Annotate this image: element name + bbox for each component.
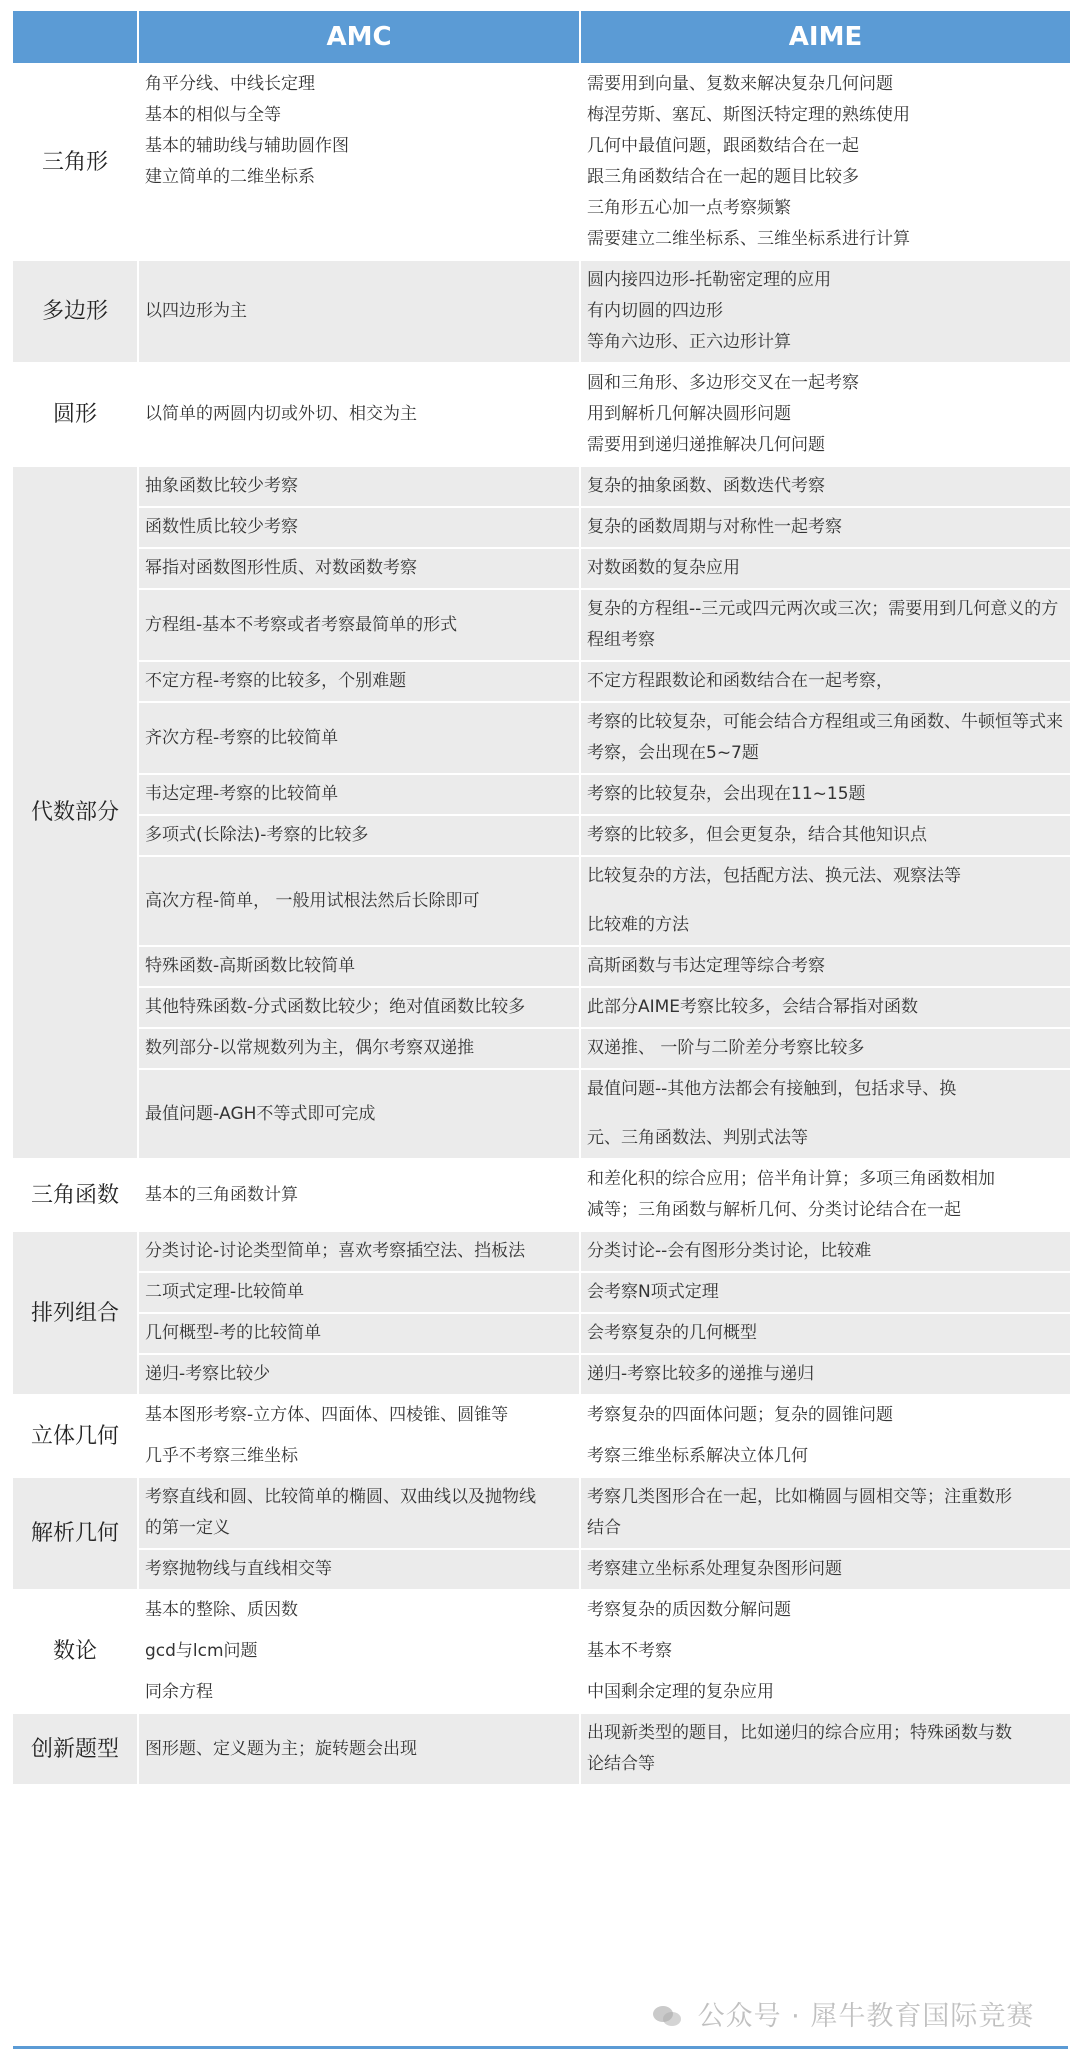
section-algebra — [13, 467, 1070, 1158]
section-title: 立体几何 — [13, 1396, 137, 1476]
section-innovative — [13, 1714, 1070, 1784]
aime-cell: 不定方程跟数论和函数结合在一起考察， — [581, 662, 1070, 701]
amc-cell: 分类讨论-讨论类型简单；喜欢考察插空法、挡板法 — [139, 1232, 579, 1271]
amc-cell: 以四边形为主 — [139, 261, 579, 362]
aime-cell — [581, 364, 1070, 465]
amc-cell: 抽象函数比较少考察 — [139, 467, 579, 506]
aime-item: 三角形五心加一点考察频繁 — [587, 198, 791, 218]
table-row — [13, 1029, 1070, 1068]
amc-cell: 考察直线和圆、比较简单的椭圆、双曲线以及抛物线的第一定义 — [139, 1478, 579, 1548]
amc-cell: 特殊函数-高斯函数比较简单 — [139, 947, 579, 986]
table-row — [13, 1632, 1070, 1671]
table-row — [13, 364, 1070, 465]
aime-cell: 分类讨论--会有图形分类讨论，比较难 — [581, 1232, 1070, 1271]
aime-cell: 会考察复杂的几何概型 — [581, 1314, 1070, 1353]
amc-item: 基本的相似与全等 — [145, 105, 281, 125]
aime-item: 需要建立二维坐标系、三维坐标系进行计算 — [587, 229, 910, 249]
aime-cell: 高斯函数与韦达定理等综合考察 — [581, 947, 1070, 986]
aime-item: 用到解析几何解决圆形问题 — [587, 404, 791, 424]
amc-cell: 其他特殊函数-分式函数比较少；绝对值函数比较多 — [139, 988, 579, 1027]
section-title: 三角函数 — [13, 1160, 137, 1230]
bottom-rule — [13, 2046, 1068, 2049]
amc-cell: 幂指对函数图形性质、对数函数考察 — [139, 549, 579, 588]
table-row — [13, 1478, 1070, 1548]
line-gap — [587, 1105, 1064, 1123]
section-title: 数论 — [13, 1591, 137, 1712]
amc-item: 建立简单的二维坐标系 — [145, 167, 315, 187]
aime-cell: 考察复杂的四面体问题；复杂的圆锥问题 — [581, 1396, 1070, 1435]
aime-cell — [581, 857, 1070, 945]
table-row — [13, 549, 1070, 588]
section-title: 解析几何 — [13, 1478, 137, 1589]
aime-cell: 和差化积的综合应用；倍半角计算；多项三角函数相加减等；三角函数与解析几何、分类讨论结合在一起 — [581, 1160, 1070, 1230]
header-row — [13, 11, 1070, 63]
amc-cell: 韦达定理-考察的比较简单 — [139, 775, 579, 814]
section-polygon — [13, 261, 1070, 362]
table-row — [13, 1232, 1070, 1271]
amc-cell: 图形题、定义题为主；旋转题会出现 — [139, 1714, 579, 1784]
table-row — [13, 1355, 1070, 1394]
section-combinatorics — [13, 1232, 1070, 1394]
aime-cell: 考察建立坐标系处理复杂图形问题 — [581, 1550, 1070, 1589]
table-row — [13, 1160, 1070, 1230]
aime-cell: 考察三维坐标系解决立体几何 — [581, 1437, 1070, 1476]
table-row — [13, 947, 1070, 986]
aime-item: 跟三角函数结合在一起的题目比较多 — [587, 167, 859, 187]
table-row — [13, 1314, 1070, 1353]
aime-cell: 递归-考察比较多的递推与递归 — [581, 1355, 1070, 1394]
section-triangle — [13, 65, 1070, 259]
aime-cell: 复杂的方程组--三元或四元两次或三次；需要用到几何意义的方程组考察 — [581, 590, 1070, 660]
table-row — [13, 65, 1070, 259]
aime-cell: 会考察N项式定理 — [581, 1273, 1070, 1312]
table-row — [13, 1070, 1070, 1158]
amc-cell: 方程组-基本不考察或者考察最简单的形式 — [139, 590, 579, 660]
aime-cell: 对数函数的复杂应用 — [581, 549, 1070, 588]
section-title: 创新题型 — [13, 1714, 137, 1784]
watermark-text: 公众号 · 犀牛教育国际竞赛 — [697, 2001, 1035, 2032]
table-row — [13, 703, 1070, 773]
section-number-theory — [13, 1591, 1070, 1712]
table-row — [13, 816, 1070, 855]
aime-cell: 中国剩余定理的复杂应用 — [581, 1673, 1070, 1712]
amc-cell: 考察抛物线与直线相交等 — [139, 1550, 579, 1589]
table-row — [13, 1591, 1070, 1630]
amc-cell: 同余方程 — [139, 1673, 579, 1712]
amc-cell: 递归-考察比较少 — [139, 1355, 579, 1394]
table-row — [13, 261, 1070, 362]
aime-item: 梅涅劳斯、塞瓦、斯图沃特定理的熟练使用 — [587, 105, 910, 125]
aime-item: 元、三角函数法、判别式法等 — [587, 1128, 808, 1148]
line-gap — [587, 892, 1064, 910]
header-aime: AIME — [581, 11, 1070, 63]
aime-item: 需要用到向量、复数来解决复杂几何问题 — [587, 74, 893, 94]
amc-cell: 几乎不考察三维坐标 — [139, 1437, 579, 1476]
aime-cell — [581, 65, 1070, 259]
aime-item: 需要用到递归递推解决几何问题 — [587, 435, 825, 455]
aime-item: 有内切圆的四边形 — [587, 301, 723, 321]
section-trig — [13, 1160, 1070, 1230]
aime-cell: 复杂的抽象函数、函数迭代考察 — [581, 467, 1070, 506]
aime-cell: 考察的比较复杂，会出现在11~15题 — [581, 775, 1070, 814]
section-title: 三角形 — [13, 65, 137, 259]
amc-cell: 几何概型-考的比较简单 — [139, 1314, 579, 1353]
section-title: 代数部分 — [13, 467, 137, 1158]
aime-item: 几何中最值问题，跟函数结合在一起 — [587, 136, 859, 156]
table-row — [13, 1396, 1070, 1435]
aime-cell: 出现新类型的题目，比如递归的综合应用；特殊函数与数论结合等 — [581, 1714, 1070, 1784]
section-title: 排列组合 — [13, 1232, 137, 1394]
header-amc: AMC — [139, 11, 579, 63]
table-row — [13, 1673, 1070, 1712]
section-title: 圆形 — [13, 364, 137, 465]
aime-cell: 基本不考察 — [581, 1632, 1070, 1671]
amc-cell: 函数性质比较少考察 — [139, 508, 579, 547]
table-row — [13, 1550, 1070, 1589]
amc-cell: 齐次方程-考察的比较简单 — [139, 703, 579, 773]
aime-cell: 考察的比较复杂，可能会结合方程组或三角函数、牛顿恒等式来考察，会出现在5~7题 — [581, 703, 1070, 773]
aime-item: 比较复杂的方法，包括配方法、换元法、观察法等 — [587, 866, 961, 886]
aime-cell: 考察几类图形合在一起，比如椭圆与圆相交等；注重数形结合 — [581, 1478, 1070, 1548]
amc-cell: gcd与lcm问题 — [139, 1632, 579, 1671]
table-row — [13, 1437, 1070, 1476]
section-title: 多边形 — [13, 261, 137, 362]
aime-item: 最值问题--其他方法都会有接触到，包括求导、换 — [587, 1079, 957, 1099]
section-solid-geometry — [13, 1396, 1070, 1476]
aime-cell: 考察的比较多，但会更复杂，结合其他知识点 — [581, 816, 1070, 855]
table-row — [13, 508, 1070, 547]
amc-cell: 基本图形考察-立方体、四面体、四棱锥、圆锥等 — [139, 1396, 579, 1435]
table-row — [13, 590, 1070, 660]
table-row — [13, 988, 1070, 1027]
table-row — [13, 857, 1070, 945]
amc-cell: 二项式定理-比较简单 — [139, 1273, 579, 1312]
aime-cell — [581, 261, 1070, 362]
aime-cell: 复杂的函数周期与对称性一起考察 — [581, 508, 1070, 547]
header-blank — [13, 11, 137, 63]
watermark — [652, 1994, 1034, 2033]
amc-item: 基本的辅助线与辅助圆作图 — [145, 136, 349, 156]
table-row — [13, 1714, 1070, 1784]
aime-cell: 考察复杂的质因数分解问题 — [581, 1591, 1070, 1630]
section-analytic-geometry — [13, 1478, 1070, 1589]
table-row — [13, 467, 1070, 506]
aime-cell — [581, 1070, 1070, 1158]
amc-cell: 最值问题-AGH不等式即可完成 — [139, 1070, 579, 1158]
table-row — [13, 662, 1070, 701]
table-row — [13, 1273, 1070, 1312]
aime-item: 圆和三角形、多边形交叉在一起考察 — [587, 373, 859, 393]
amc-cell: 高次方程-简单， 一般用试根法然后长除即可 — [139, 857, 579, 945]
wechat-icon — [652, 2005, 682, 2027]
aime-item: 比较难的方法 — [587, 915, 689, 935]
amc-cell: 不定方程-考察的比较多，个别难题 — [139, 662, 579, 701]
comparison-table — [11, 9, 1072, 1786]
amc-cell: 基本的整除、质因数 — [139, 1591, 579, 1630]
section-circle — [13, 364, 1070, 465]
aime-item: 圆内接四边形-托勒密定理的应用 — [587, 270, 832, 290]
amc-cell: 数列部分-以常规数列为主，偶尔考察双递推 — [139, 1029, 579, 1068]
amc-item: 角平分线、中线长定理 — [145, 74, 315, 94]
amc-cell: 多项式(长除法)-考察的比较多 — [139, 816, 579, 855]
table-row — [13, 775, 1070, 814]
aime-item: 等角六边形、正六边形计算 — [587, 332, 791, 352]
aime-cell: 此部分AIME考察比较多，会结合幂指对函数 — [581, 988, 1070, 1027]
amc-cell — [139, 65, 579, 259]
amc-cell: 以简单的两圆内切或外切、相交为主 — [139, 364, 579, 465]
amc-cell: 基本的三角函数计算 — [139, 1160, 579, 1230]
aime-cell: 双递推、 一阶与二阶差分考察比较多 — [581, 1029, 1070, 1068]
